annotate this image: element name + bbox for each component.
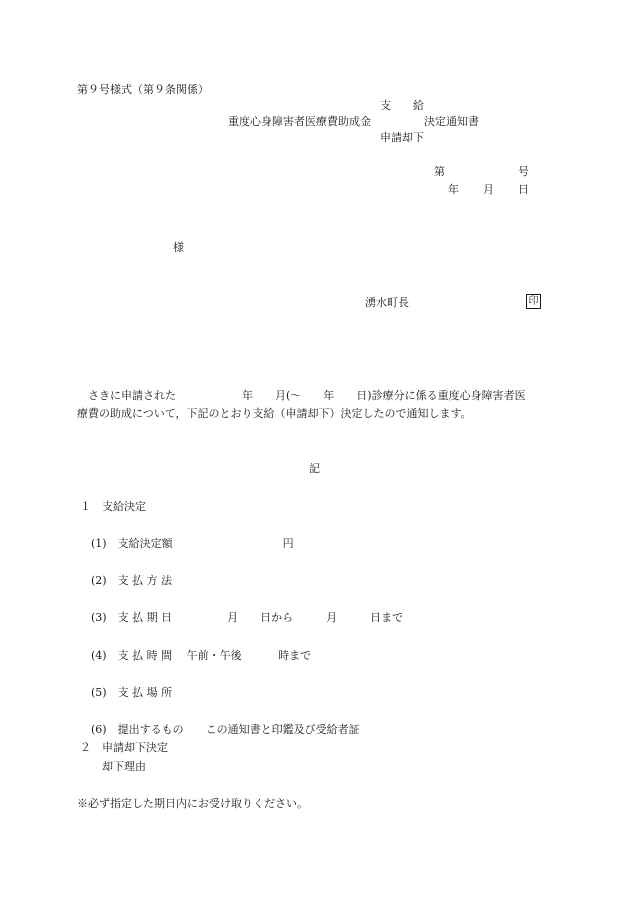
title-option-reject: 申請却下 — [380, 131, 424, 144]
body-line-2: 療費の助成について，下記のとおり支給（申請却下）決定したので通知します。 — [77, 407, 472, 420]
section-1-title: １ 支給決定 — [80, 500, 146, 513]
recipient-honorific: 様 — [173, 241, 184, 254]
section-1-item-time: (4) 支 払 時 間 午前・午後 時まで — [91, 649, 312, 662]
section-1-item-date: (3) 支 払 期 日 月 日から 月 日まで — [91, 611, 404, 624]
title-suffix: 決定通知書 — [424, 115, 479, 128]
doc-number-go: 号 — [518, 165, 529, 178]
section-1-item-method: (2) 支 払 方 法 — [91, 574, 173, 587]
section-1-item-place: (5) 支 払 場 所 — [91, 686, 173, 699]
date-month: 月 — [483, 183, 494, 196]
section-2-title: ２ 申請却下決定 — [80, 741, 168, 754]
date-year: 年 — [448, 183, 459, 196]
seal-stamp: 印 — [526, 294, 541, 309]
section-2-reason: 却下理由 — [102, 760, 146, 773]
section-1-item-amount: (1) 支給決定額 円 — [91, 537, 294, 550]
body-line-1: さきに申請された 年 月(～ 年 日)診療分に係る重度心身障害者医 — [77, 389, 526, 402]
section-1-item-submit: (6) 提出するもの この通知書と印鑑及び受給者証 — [91, 723, 360, 736]
doc-number-dai: 第 — [434, 165, 445, 178]
form-label: 第９号様式（第９条関係） — [77, 83, 209, 96]
title-main: 重度心身障害者医療費助成金 — [228, 115, 371, 128]
date-day: 日 — [518, 183, 529, 196]
sender-name: 湧水町長 — [365, 296, 409, 309]
footer-note: ※必ず指定した期日内にお受け取りください。 — [77, 797, 308, 810]
ki-heading: 記 — [309, 462, 320, 475]
title-option-pay: 支 給 — [380, 99, 424, 112]
